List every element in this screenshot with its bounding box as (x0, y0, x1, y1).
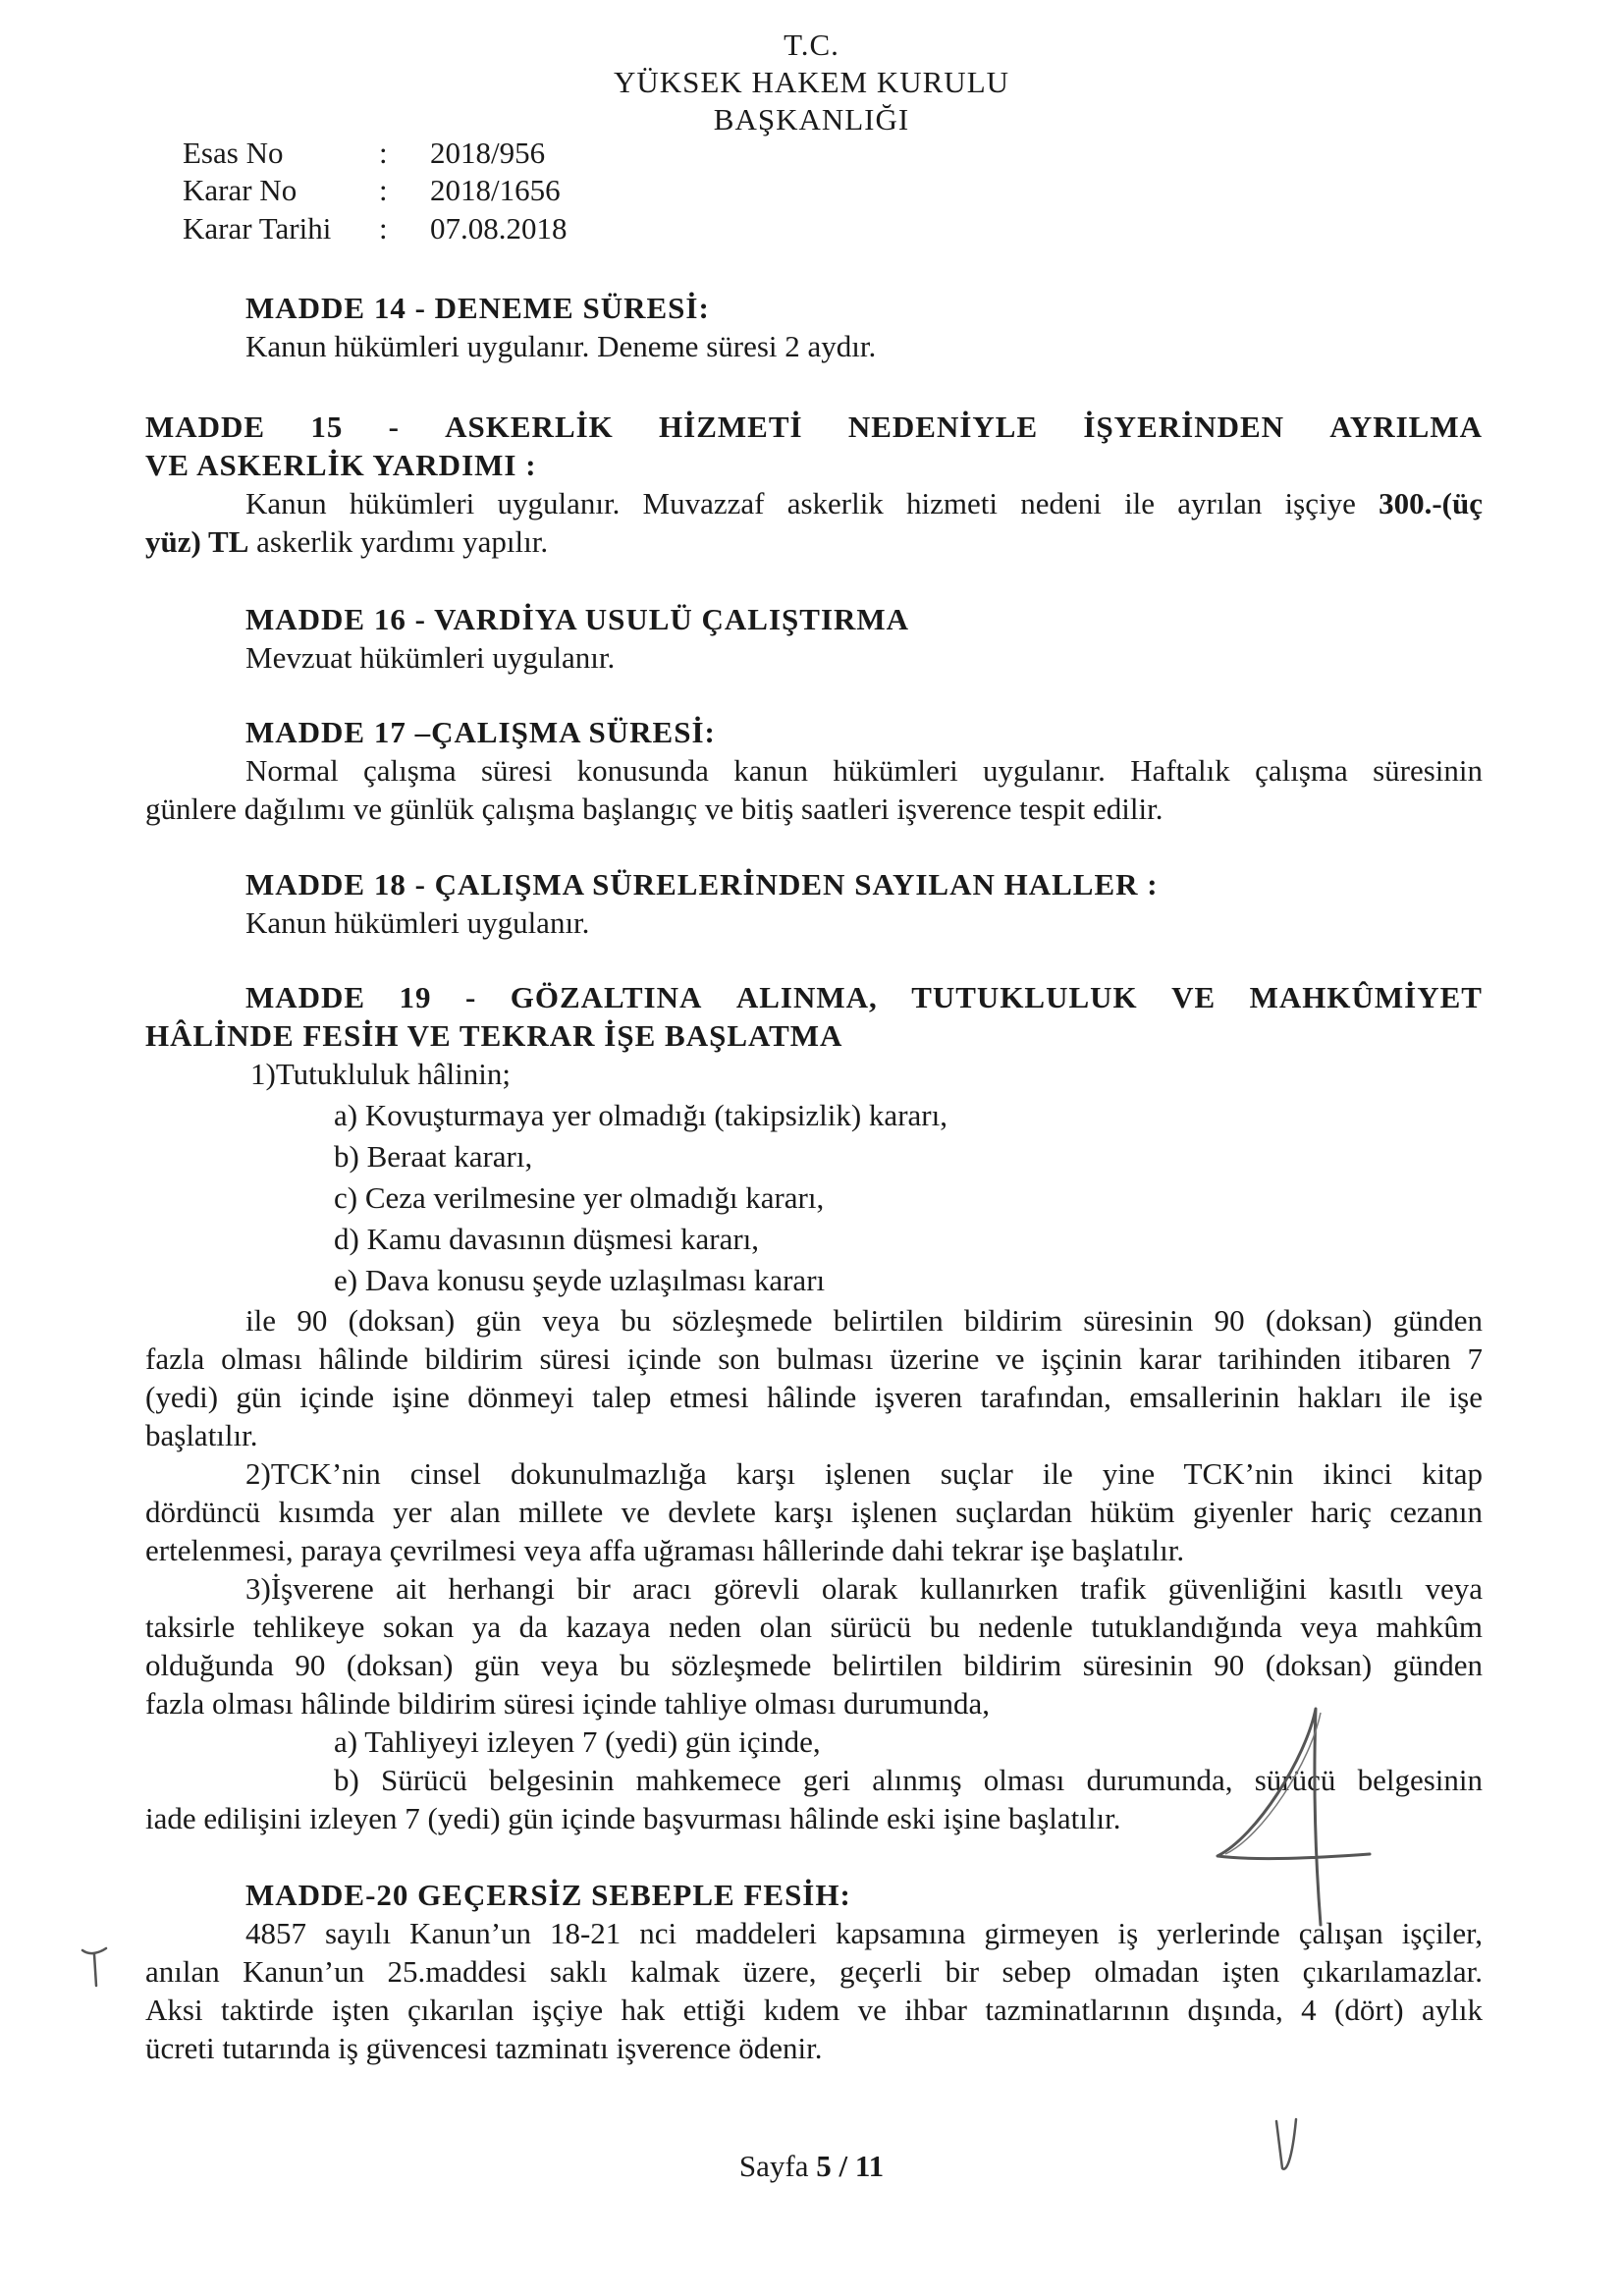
allowance-amount-cont: yüz) TL (145, 524, 249, 559)
meta-row-karar (183, 172, 568, 209)
article-15-title-cont: VE ASKERLİK YARDIMI : (145, 448, 537, 482)
list-item: c) Ceza verilmesine yer olmadığı kararı, (334, 1180, 825, 1215)
article-17-line2: günlere dağılımı ve günlük çalışma başlangıç ve bitiş saatleri işverence tespit edilir. (145, 792, 1163, 826)
meta-colon: : (379, 173, 388, 208)
page-count: 5 / 11 (816, 2149, 885, 2183)
title-word: NEDENİYLE (847, 410, 1039, 444)
article-19-p1-line3: (yedi) gün içinde işine dönmeyi talep etmesi hâlinde işveren tarafından, emsallerinin hakları ile işe (145, 1380, 1483, 1414)
article-19-p2-line2: dördüncü kısımda yer alan millete ve devlete karşı işlenen suçlardan hüküm giyenler hariç cezanın (145, 1495, 1483, 1529)
article-20-line2: anılan Kanun’un 25.maddesi saklı kalmak üzere, geçerli bir sebep olmadan işten çıkarılamazlar. (145, 1954, 1483, 1989)
meta-label: Karar No (183, 173, 298, 208)
article-19-p1-line2: fazla olması hâlinde bildirim süresi içinde son bulması üzerine ve işçinin karar tarihinden itibaren 7 (145, 1341, 1483, 1376)
header-institution: YÜKSEK HAKEM KURULU (613, 65, 1010, 99)
title-word: ASKERLİK (445, 410, 614, 444)
word: Muvazzaf (642, 486, 765, 520)
list-item: e) Dava konusu şeyde uzlaşılması kararı (334, 1263, 826, 1297)
list-item: d) Kamu davasının düşmesi kararı, (334, 1222, 760, 1256)
article-14-title: MADDE 14 - DENEME SÜRESİ: (245, 291, 710, 325)
article-15-text-line2 (145, 524, 548, 561)
meta-row-esas (183, 135, 568, 172)
article-20-title: MADDE-20 GEÇERSİZ SEBEPLE FESİH: (245, 1878, 851, 1912)
article-20-line1: 4857 sayılı Kanun’un 18-21 nci maddeleri kapsamına girmeyen iş yerlerinde çalışan işçiler, (245, 1916, 1483, 1950)
header-presidency: BAŞKANLIĞI (713, 102, 910, 137)
word: uygulanır. (497, 486, 621, 520)
article-19-p3-end: iade edilişini izleyen 7 (yedi) gün içinde başvurması hâlinde eski işine başlatılır. (145, 1801, 1121, 1835)
title-word: VE (1171, 980, 1217, 1014)
title-word: - (388, 410, 400, 444)
handwritten-initial-footer (1267, 2111, 1306, 2180)
word: işçiye (1284, 486, 1356, 520)
article-18-title: MADDE 18 - ÇALIŞMA SÜRELERİNDEN SAYILAN HALLER : (245, 867, 1159, 902)
article-19-p1-line1: ile 90 (doksan) gün veya bu sözleşmede belirtilen bildirim süresinin 90 (doksan) günden (245, 1303, 1483, 1338)
title-word: TUTUKLULUK (911, 980, 1138, 1014)
meta-colon: : (379, 210, 388, 246)
article-17-title: MADDE 17 –ÇALIŞMA SÜRESİ: (245, 715, 716, 749)
title-word: İŞYERİNDEN (1083, 410, 1285, 444)
header-tc: T.C. (784, 27, 839, 62)
meta-value: 2018/956 (430, 136, 546, 170)
article-19-p2-line1: 2)TCK’nin cinsel dokunulmazlığa karşı işlenen suçlar ile yine TCK’nin ikinci kitap (245, 1456, 1483, 1491)
word: nedeni (1020, 486, 1102, 520)
article-14-text: Kanun hükümleri uygulanır. Deneme süresi 2 aydır. (245, 329, 877, 363)
case-meta (183, 135, 568, 247)
article-19-p3-item-b: b) Sürücü belgesinin mahkemece geri alınmış olması durumunda, sürücü belgesinin (334, 1763, 1483, 1797)
title-word: MADDE (245, 980, 366, 1014)
article-20-line3: Aksi taktirde işten çıkarılan işçiye hak ettiği kıdem ve ihbar tazminatlarının dışında, 4 (dört) aylık (145, 1993, 1483, 2027)
article-19-p1-intro: 1)Tutukluluk hâlinin; (250, 1057, 511, 1091)
article-19-title (245, 980, 1483, 1016)
meta-label: Esas No (183, 136, 284, 170)
article-20-line4: ücreti tutarında iş güvencesi tazminatı işverence ödenir. (145, 2031, 823, 2065)
text-rest: askerlik yardımı yapılır. (248, 524, 549, 559)
article-18-text: Kanun hükümleri uygulanır. (245, 905, 590, 940)
article-19-p3-line3: olduğunda 90 (doksan) gün veya bu sözleşmede belirtilen bildirim süresinin 90 (doksan) günden (145, 1648, 1483, 1682)
title-word: AYRILMA (1329, 410, 1483, 444)
word: hizmeti (906, 486, 999, 520)
page-prefix: Sayfa (738, 2149, 817, 2183)
article-19-title-cont: HÂLİNDE FESİH VE TEKRAR İŞE BAŞLATMA (145, 1018, 843, 1053)
title-word: ALINMA, (735, 980, 878, 1014)
title-word: MAHKÛMİYET (1249, 980, 1483, 1014)
word: ile (1124, 486, 1156, 520)
article-19-p3-line4: fazla olması hâlinde bildirim süresi içinde tahliye olması durumunda, (145, 1686, 991, 1721)
page-number (0, 2149, 1623, 2185)
list-item: a) Kovuşturmaya yer olmadığı (takipsizlik) kararı, (334, 1098, 947, 1132)
article-17-line1: Normal çalışma süresi konusunda kanun hükümleri uygulanır. Haftalık çalışma süresinin (245, 753, 1483, 788)
title-word: 15 (310, 410, 344, 444)
article-19-p3-line1: 3)İşverene ait herhangi bir aracı görevli olarak kullanırken trafik güvenliğini kasıtlı veya (245, 1571, 1483, 1606)
word: askerlik (786, 486, 884, 520)
word: hükümleri (349, 486, 475, 520)
article-19-p3-line2: taksirle tehlikeye sokan ya da kazaya neden olan sürücü bu nedenle tutuklandığında veya mahkûm (145, 1610, 1483, 1644)
article-16-title: MADDE 16 - VARDİYA USULÜ ÇALIŞTIRMA (245, 602, 910, 636)
meta-colon: : (379, 136, 388, 170)
article-15-title (145, 410, 1483, 446)
handwritten-tick-mark (77, 1942, 116, 1992)
meta-label: Karar Tarihi (183, 210, 332, 246)
title-word: MADDE (145, 410, 266, 444)
meta-value: 07.08.2018 (430, 210, 568, 246)
article-19-p3-item-a: a) Tahliyeyi izleyen 7 (yedi) gün içinde, (334, 1724, 821, 1759)
article-16-text: Mevzuat hükümleri uygulanır. (245, 640, 616, 675)
meta-value: 2018/1656 (430, 173, 561, 208)
article-19-p1-line4: başlatılır. (145, 1418, 258, 1452)
title-word: 19 (399, 980, 432, 1014)
word: ayrılan (1177, 486, 1263, 520)
handwritten-initial-mark (1198, 1689, 1375, 1935)
word: Kanun (245, 486, 327, 520)
allowance-amount: 300.-(üç (1379, 486, 1483, 520)
meta-row-karar-tarihi (183, 210, 568, 247)
article-19-p2-line3: ertelenmesi, paraya çevrilmesi veya affa uğraması hâllerinde dahi tekrar işe başlatılır. (145, 1533, 1185, 1567)
title-word: HİZMETİ (659, 410, 803, 444)
title-word: - (464, 980, 477, 1014)
title-word: GÖZALTINA (510, 980, 703, 1014)
list-item: b) Beraat kararı, (334, 1139, 533, 1174)
article-15-text-line1 (245, 486, 1483, 522)
